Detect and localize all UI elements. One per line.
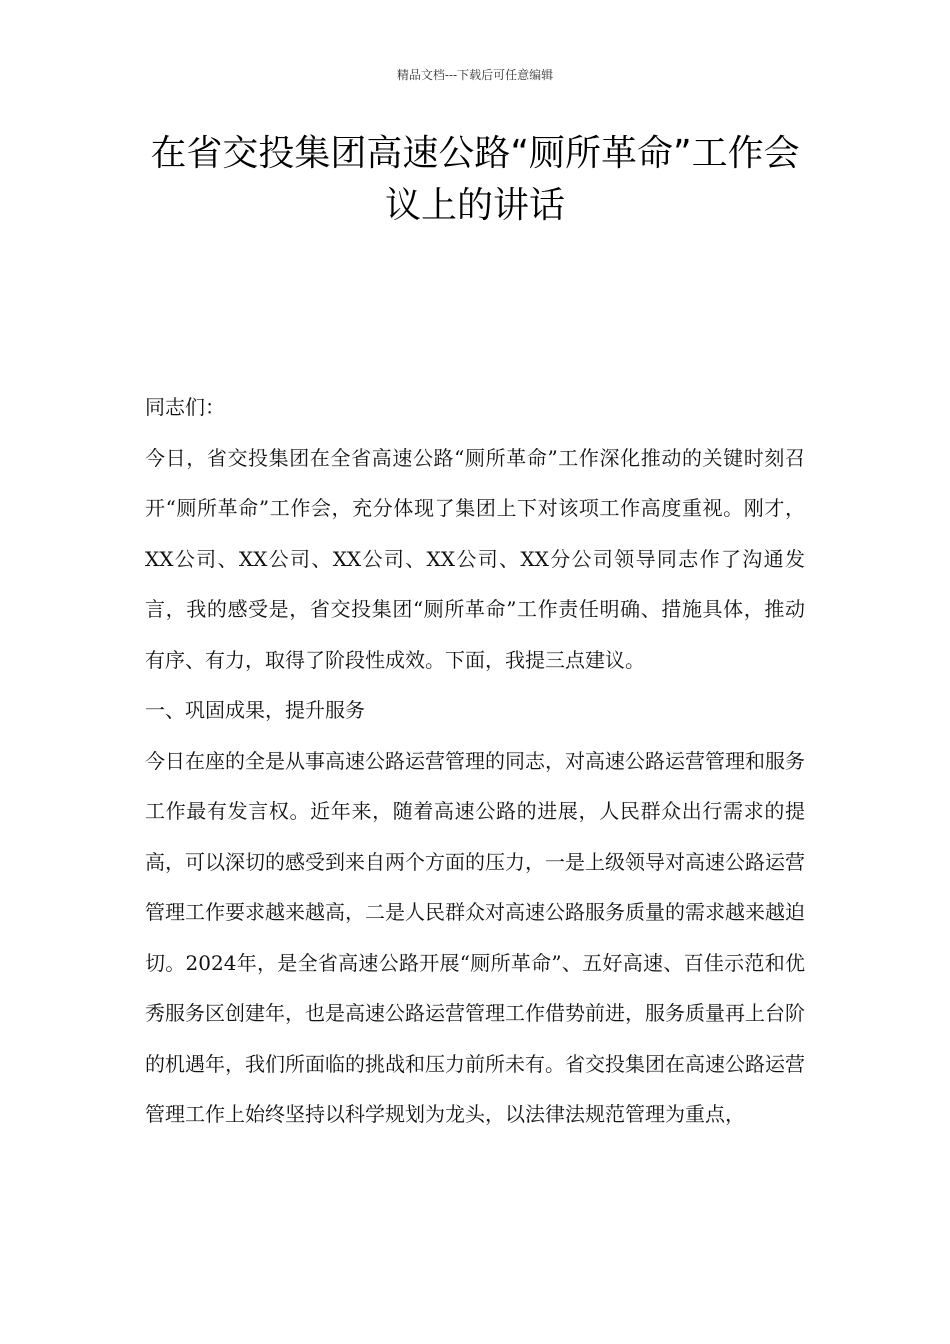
document-title: 在省交投集团高速公路“厕所革命”工作会议上的讲话 <box>150 133 800 226</box>
document-body <box>145 382 805 1140</box>
paragraph-intro: 今日，省交投集团在全省高速公路“厕所革命”工作深化推动的关键时刻召开“厕所革命”工作会，充分体现了集团上下对该项工作高度重视。刚才，XX公司、XX公司、XX公司、XX公司、XX分公司领导同志作了沟通发言，我的感受是，省交投集团“厕所革命”工作责任明确、措施具体，推动有序、有力，取得了阶段性成效。下面，我提三点建议。 <box>145 445 805 672</box>
salutation: 同志们： <box>145 395 225 419</box>
page-header: 精品文档---下载后可任意编辑 <box>396 68 554 82</box>
section-heading-1: 一、巩固成果，提升服务 <box>145 698 365 722</box>
paragraph-section-1: 今日在座的全是从事高速公路运营管理的同志，对高速公路运营管理和服务工作最有发言权。近年来，随着高速公路的进展，人民群众出行需求的提高，可以深切的感受到来自两个方面的压力，一是上级领导对高速公路运营管理工作要求越来越高，二是人民群众对高速公路服务质量的需求越来越迫切。2024年，是全省高速公路开展“厕所革命”、五好高速、百佳示范和优秀服务区创建年，也是高速公路运营管理工作借势前进，服务质量再上台阶的机遇年，我们所面临的挑战和压力前所未有。省交投集团在高速公路运营管理工作上始终坚持以科学规划为龙头，以法律法规范管理为重点， <box>145 748 805 1126</box>
